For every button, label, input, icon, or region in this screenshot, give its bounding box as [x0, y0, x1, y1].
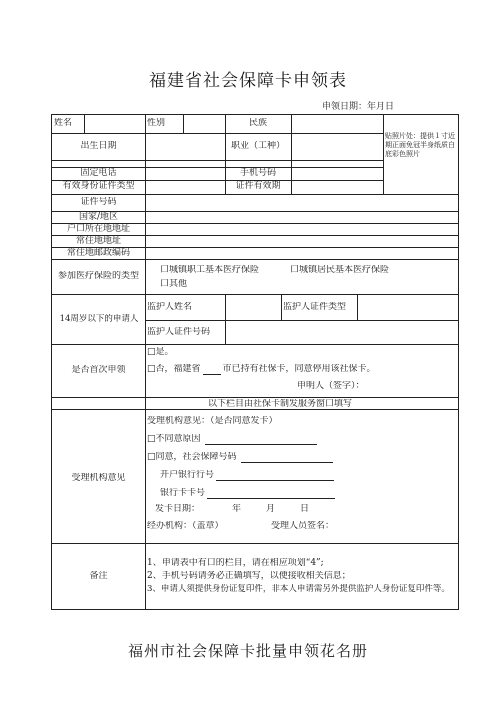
issue-date-month: 月 [266, 504, 276, 514]
first-apply-no[interactable] [147, 364, 457, 375]
staff-signature[interactable]: 受理人员签名： [271, 521, 335, 531]
office-disagree[interactable] [147, 434, 367, 445]
name-label: 姓名 [54, 118, 73, 128]
office-agree-label: □同意，社会保障号码 [147, 452, 237, 462]
id-validity-label: 证件有效期 [235, 181, 281, 191]
ssn-line[interactable] [241, 453, 333, 463]
mobile-input[interactable] [293, 168, 382, 179]
birth-date-label: 出生日期 [80, 141, 117, 151]
remarks-line-3: 3、申请人须提供身份证复印件，非本人申请需另外提供监护人身份证复印件等。 [147, 584, 450, 594]
declarant-signature[interactable]: 申明人（签字）： [297, 381, 365, 391]
first-apply-no-suffix: 市已持有社保卡，同意停用该社保卡。 [222, 364, 376, 374]
gender-label: 性别 [147, 118, 166, 128]
guardian-name-label: 监护人姓名 [147, 302, 193, 312]
occupation-input[interactable] [293, 135, 382, 159]
minor-applicant-label: 14周岁以下的申请人 [59, 314, 139, 324]
office-section-header: 以下栏目由社保卡制发服务窗口填写 [208, 399, 353, 409]
agency-stamp[interactable]: 经办机构：（盖章） [147, 521, 224, 531]
ethnicity-input[interactable] [293, 116, 382, 132]
gender-input[interactable] [185, 116, 224, 132]
roster-title: 福州市社会保障卡批量申领花名册 [127, 642, 368, 660]
landline-label: 固定电话 [80, 168, 117, 178]
country-label: 国家/地区 [78, 212, 119, 222]
insurance-type-label: 参加医疗保险的类型 [57, 271, 139, 281]
remarks-label: 备注 [89, 571, 108, 581]
guardian-id-number-input[interactable] [227, 322, 457, 343]
bank-card-row[interactable] [160, 488, 360, 499]
landline-input[interactable] [147, 168, 224, 179]
occupation-label: 职业（工种） [230, 141, 285, 151]
id-validity-input[interactable] [293, 181, 382, 193]
bank-code-line[interactable] [216, 471, 334, 481]
remarks-line-2: 2、手机号码请务必正确填写，以便接收相关信息； [147, 571, 351, 581]
city-blank[interactable] [203, 365, 221, 375]
first-apply-yes[interactable]: □是。 [147, 347, 174, 357]
id-number-input[interactable] [147, 196, 457, 210]
residence-address-label: 常住地地址 [75, 236, 121, 246]
id-type-input[interactable] [147, 181, 224, 193]
hukou-address-label: 户口所在地地址 [66, 224, 130, 234]
apply-date: 申领日期：年月日 [322, 102, 395, 112]
bank-card-label: 银行卡卡号 [160, 488, 206, 498]
birth-date-input[interactable] [147, 135, 224, 159]
guardian-name-input[interactable] [227, 296, 280, 319]
postcode-label: 常住地邮政编码 [66, 248, 130, 258]
first-apply-label: 是否首次申领 [71, 365, 126, 375]
bank-code-row[interactable] [160, 470, 360, 481]
office-opinion-label: 受理机构意见 [71, 473, 126, 483]
office-agree[interactable] [147, 452, 367, 463]
residence-address-input[interactable] [147, 236, 457, 246]
insurance-option-other[interactable]: 口其他 [160, 279, 188, 289]
ethnicity-label: 民族 [248, 118, 267, 128]
issue-date-day: 日 [300, 504, 310, 514]
hukou-address-input[interactable] [147, 224, 457, 234]
issue-date-label: 发卡日期： [155, 504, 201, 514]
guardian-id-number-label: 监护人证件号码 [147, 327, 211, 337]
bank-code-label: 开户银行行号 [160, 470, 215, 480]
first-apply-no-prefix: □否，福建省 [147, 364, 201, 374]
remarks-line-1: 1、申请表中有口的栏目，请在相应项划“4”; [147, 558, 324, 568]
issue-date-year: 年 [232, 504, 242, 514]
form-title: 福建省社会保障卡申领表 [149, 71, 347, 91]
id-number-label: 证件号码 [80, 197, 117, 207]
country-input[interactable] [147, 212, 457, 222]
bank-card-line[interactable] [207, 489, 335, 499]
office-disagree-label: □不同意原因 [147, 434, 201, 444]
insurance-option-employee[interactable]: 口城镇职工基本医疗保险 [160, 265, 260, 275]
postcode-input[interactable] [147, 248, 457, 258]
guardian-id-type-label: 监护人证件类型 [283, 302, 347, 312]
photo-area: 贴照片处：提供１寸近期正面免冠半身纸质白底彩色照片 [385, 132, 455, 158]
office-opinion-title: 受理机构意见：（是否同意发卡） [147, 416, 278, 426]
id-type-label: 有效身份证件类型 [62, 181, 135, 191]
insurance-option-resident[interactable]: 口城镇居民基本医疗保险 [290, 265, 390, 275]
mobile-label: 手机号码 [239, 168, 276, 178]
guardian-id-type-input[interactable] [359, 296, 457, 319]
disagree-reason-line[interactable] [205, 435, 317, 445]
